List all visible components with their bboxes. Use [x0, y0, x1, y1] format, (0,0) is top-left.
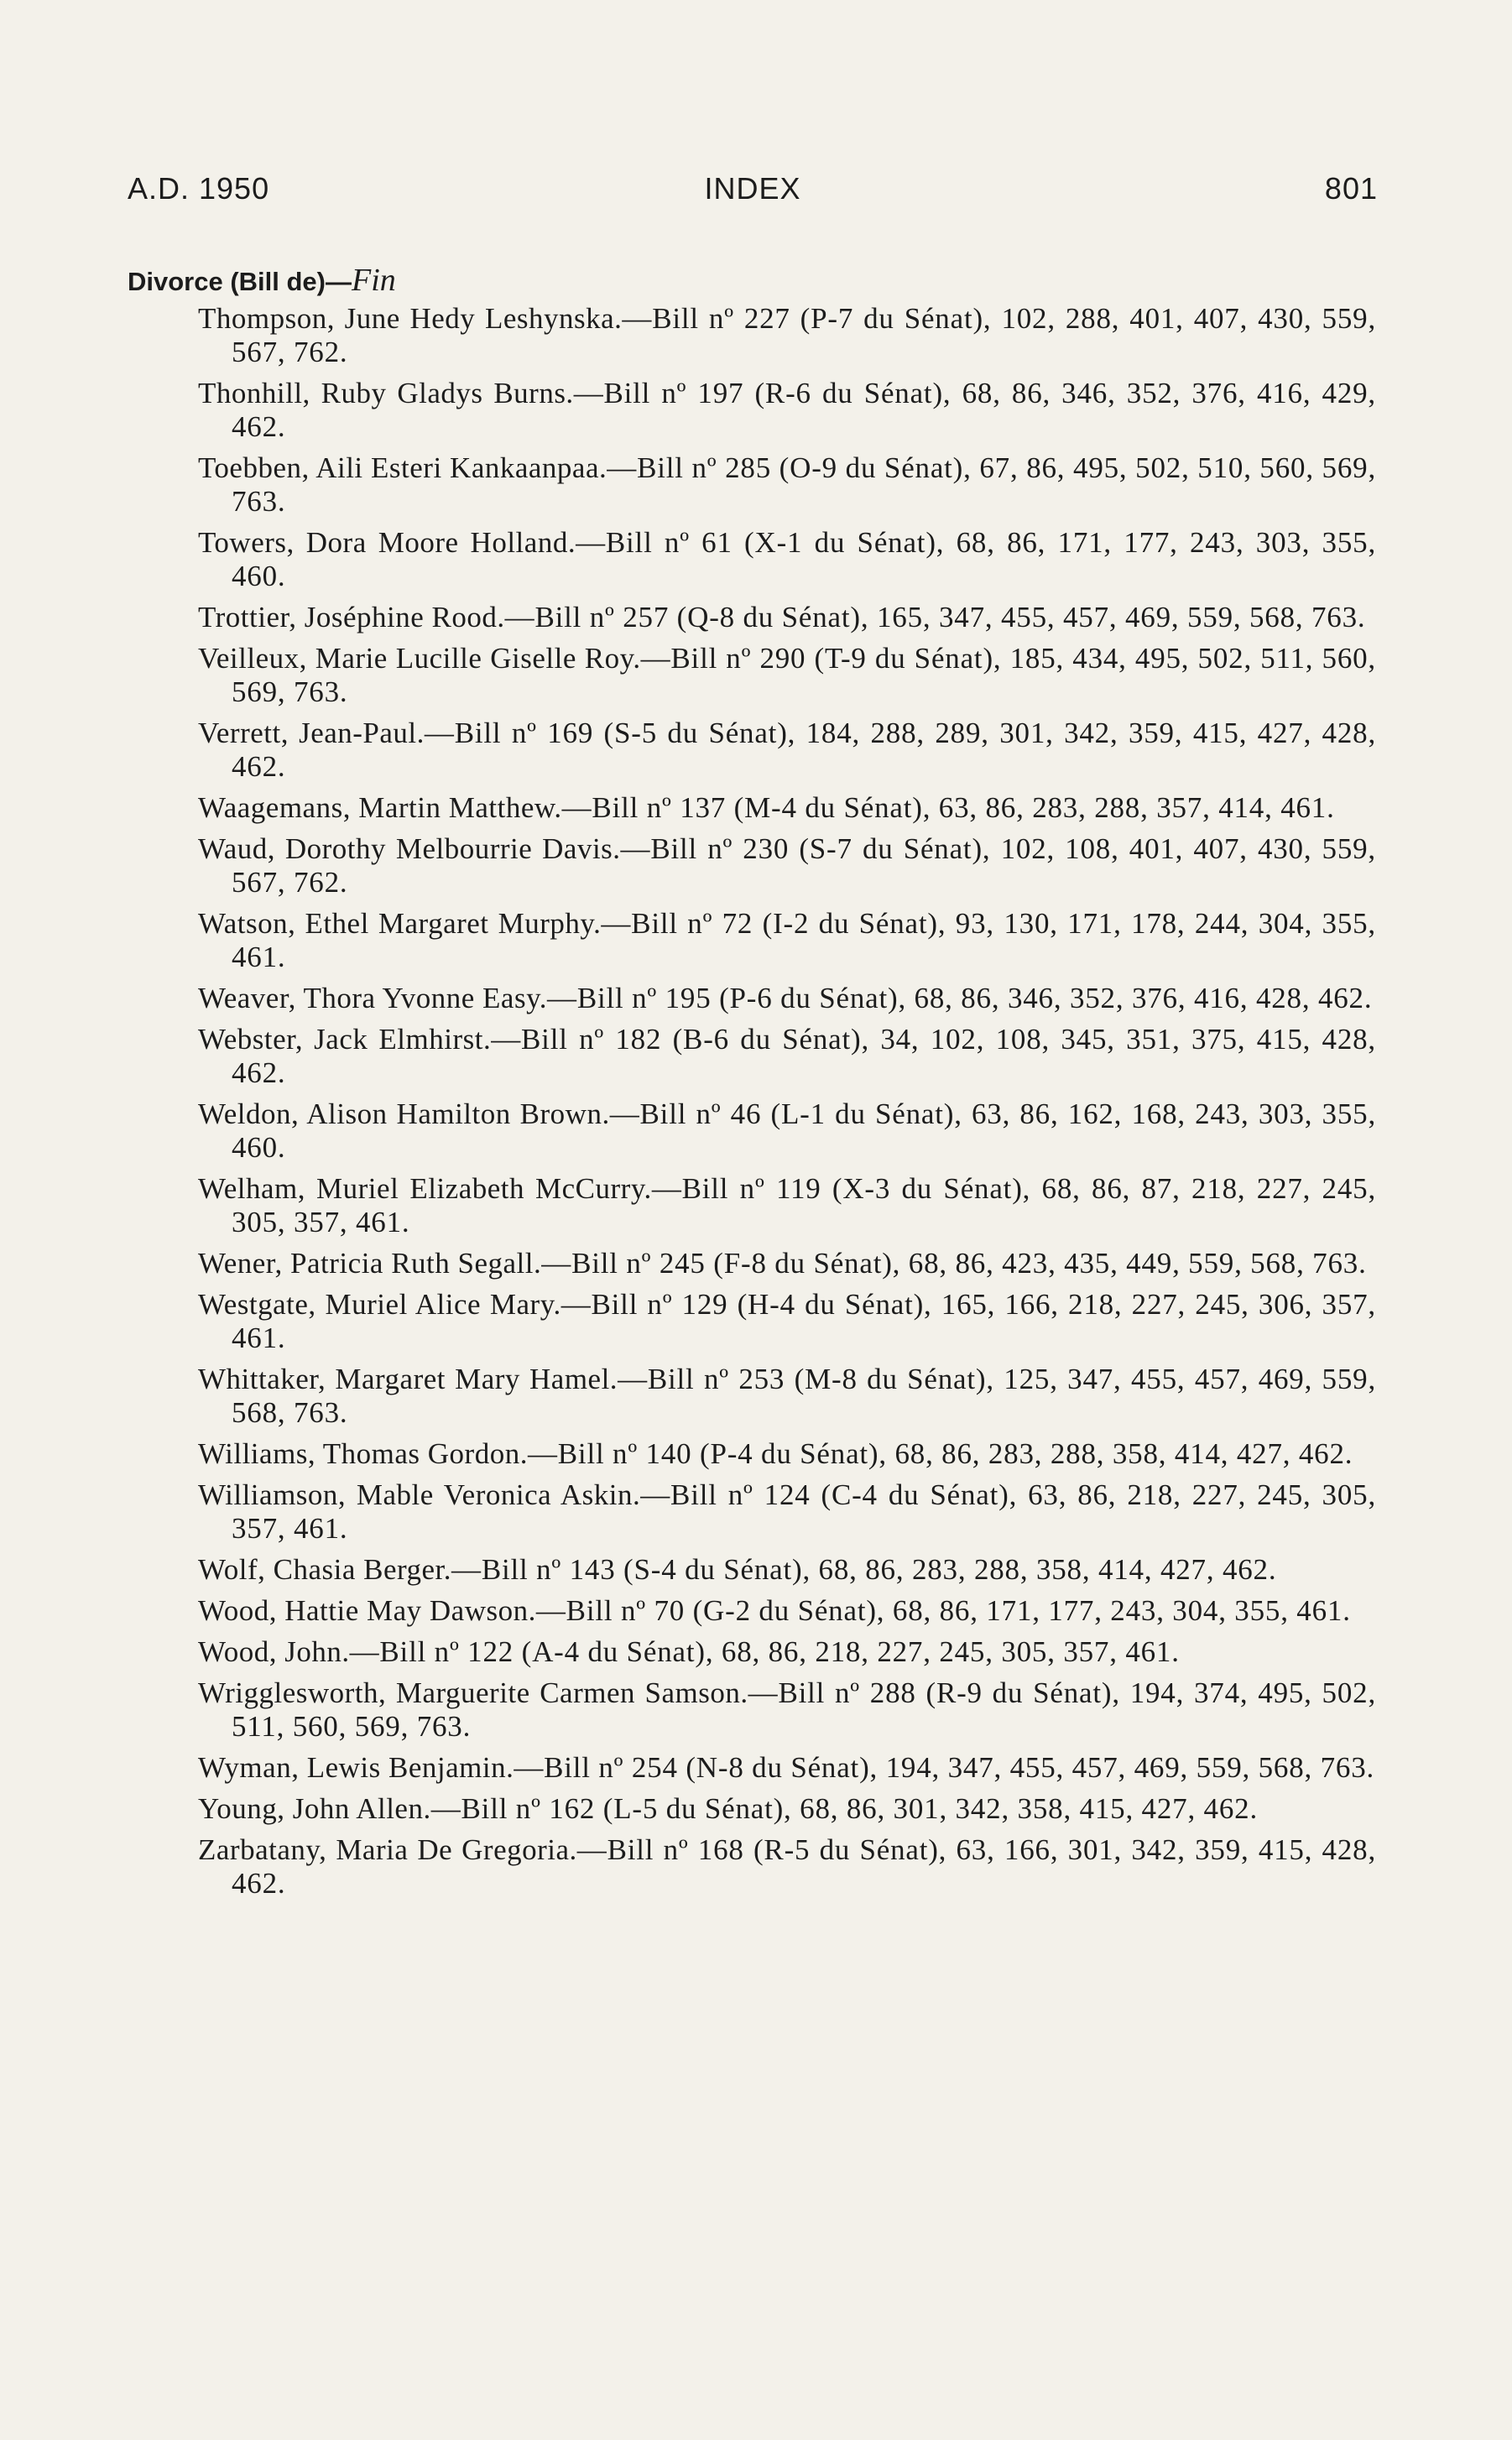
header-year: A.D. 1950	[128, 171, 270, 206]
entry-name: Thonhill, Ruby Gladys Burns.	[198, 377, 574, 409]
index-entry	[198, 1247, 1376, 1280]
entry-name: Webster, Jack Elmhirst.	[198, 1023, 492, 1056]
entry-reference: —Bill nº 182 (B-6 du Sénat), 34, 102, 108, 345, 351, 375, 415, 428, 462.	[232, 1023, 1376, 1089]
entry-name: Waud, Dorothy Melbourrie Davis.	[198, 832, 621, 865]
entry-reference: —Bill nº 245 (F-8 du Sénat), 68, 86, 423, 435, 449, 559, 568, 763.	[541, 1247, 1367, 1280]
index-entry	[198, 1288, 1376, 1355]
entry-reference: —Bill nº 143 (S-4 du Sénat), 68, 86, 283, 288, 358, 414, 427, 462.	[451, 1553, 1277, 1586]
index-entry	[198, 601, 1376, 634]
entry-reference: —Bill nº 46 (L-1 du Sénat), 63, 86, 162, 168, 243, 303, 355, 460.	[232, 1097, 1376, 1164]
index-entries	[198, 302, 1376, 1908]
entry-reference: —Bill nº 72 (I-2 du Sénat), 93, 130, 171, 178, 244, 304, 355, 461.	[232, 907, 1376, 973]
section-heading	[128, 262, 396, 299]
entry-reference: —Bill nº 195 (P-6 du Sénat), 68, 86, 346, 352, 376, 416, 428, 462.	[547, 982, 1373, 1014]
entry-reference: —Bill nº 169 (S-5 du Sénat), 184, 288, 289, 301, 342, 359, 415, 427, 428, 462.	[232, 717, 1376, 783]
index-entry	[198, 717, 1376, 784]
entry-name: Wener, Patricia Ruth Segall.	[198, 1247, 542, 1280]
entry-name: Wyman, Lewis Benjamin.	[198, 1751, 514, 1784]
entry-name: Weaver, Thora Yvonne Easy.	[198, 982, 548, 1014]
entry-name: Wood, John.	[198, 1635, 350, 1668]
entry-reference: —Bill nº 122 (A-4 du Sénat), 68, 86, 218, 227, 245, 305, 357, 461.	[349, 1635, 1180, 1668]
entry-reference: —Bill nº 137 (M-4 du Sénat), 63, 86, 283, 288, 357, 414, 461.	[561, 791, 1335, 824]
index-entry	[198, 526, 1376, 593]
entry-reference: —Bill nº 162 (L-5 du Sénat), 68, 86, 301, 342, 358, 415, 427, 462.	[430, 1792, 1259, 1825]
index-entry	[198, 1363, 1376, 1430]
entry-reference: —Bill nº 70 (G-2 du Sénat), 68, 86, 171, 177, 243, 304, 355, 461.	[535, 1594, 1351, 1627]
index-entry	[198, 1553, 1376, 1587]
section-continuation: Fin	[352, 263, 396, 298]
index-entry	[198, 791, 1376, 825]
entry-reference: —Bill nº 61 (X-1 du Sénat), 68, 86, 171, 177, 243, 303, 355, 460.	[232, 526, 1376, 592]
entry-reference: —Bill nº 119 (X-3 du Sénat), 68, 86, 87, 218, 227, 245, 305, 357, 461.	[232, 1172, 1377, 1238]
entry-name: Watson, Ethel Margaret Murphy.	[198, 907, 602, 940]
entry-reference: —Bill nº 257 (Q-8 du Sénat), 165, 347, 455, 457, 469, 559, 568, 763.	[504, 601, 1366, 633]
index-entry	[198, 1792, 1376, 1826]
entry-reference: —Bill nº 253 (M-8 du Sénat), 125, 347, 455, 457, 469, 559, 568, 763.	[232, 1363, 1376, 1429]
index-entry	[198, 1097, 1376, 1165]
index-entry	[198, 1478, 1376, 1546]
index-entry	[198, 907, 1376, 974]
entry-name: Thompson, June Hedy Leshynska.	[198, 302, 623, 335]
entry-name: Weldon, Alison Hamilton Brown.	[198, 1097, 610, 1130]
entry-name: Williamson, Mable Veronica Askin.	[198, 1478, 641, 1511]
index-entry	[198, 1676, 1376, 1744]
entry-name: Trottier, Joséphine Rood.	[198, 601, 505, 633]
entry-name: Verrett, Jean-Paul.	[198, 717, 425, 749]
entry-reference: —Bill nº 129 (H-4 du Sénat), 165, 166, 218, 227, 245, 306, 357, 461.	[232, 1288, 1376, 1354]
entry-reference: —Bill nº 140 (P-4 du Sénat), 68, 86, 283, 288, 358, 414, 427, 462.	[527, 1437, 1353, 1470]
section-title: Divorce (Bill de)—	[128, 267, 352, 296]
entry-name: Wood, Hattie May Dawson.	[198, 1594, 536, 1627]
running-head	[128, 171, 1378, 213]
entry-name: Wolf, Chasia Berger.	[198, 1553, 452, 1586]
index-entry	[198, 1437, 1376, 1471]
entry-reference: —Bill nº 290 (T-9 du Sénat), 185, 434, 495, 502, 511, 560, 569, 763.	[232, 642, 1376, 708]
index-entry	[198, 377, 1376, 444]
entry-name: Whittaker, Margaret Mary Hamel.	[198, 1363, 618, 1395]
index-entry	[198, 451, 1376, 519]
entry-reference: —Bill nº 227 (P-7 du Sénat), 102, 288, 401, 407, 430, 559, 567, 762.	[232, 302, 1376, 368]
index-entry	[198, 1594, 1376, 1628]
entry-name: Waagemans, Martin Matthew.	[198, 791, 562, 824]
entry-reference: —Bill nº 285 (O-9 du Sénat), 67, 86, 495, 502, 510, 560, 569, 763.	[232, 451, 1377, 518]
entry-name: Williams, Thomas Gordon.	[198, 1437, 528, 1470]
entry-name: Welham, Muriel Elizabeth McCurry.	[198, 1172, 652, 1205]
header-title: INDEX	[704, 171, 801, 206]
entry-reference: —Bill nº 230 (S-7 du Sénat), 102, 108, 401, 407, 430, 559, 567, 762.	[232, 832, 1376, 899]
index-entry	[198, 1172, 1376, 1239]
entry-reference: —Bill nº 288 (R-9 du Sénat), 194, 374, 495, 502, 511, 560, 569, 763.	[232, 1676, 1376, 1743]
entry-reference: —Bill nº 254 (N-8 du Sénat), 194, 347, 455, 457, 469, 559, 568, 763.	[514, 1751, 1375, 1784]
entry-reference: —Bill nº 168 (R-5 du Sénat), 63, 166, 301, 342, 359, 415, 428, 462.	[232, 1833, 1376, 1900]
index-entry	[198, 1833, 1376, 1900]
index-entry	[198, 302, 1376, 369]
index-entry	[198, 832, 1376, 899]
index-entry	[198, 1635, 1376, 1669]
index-entry	[198, 982, 1376, 1015]
entry-name: Zarbatany, Maria De Gregoria.	[198, 1833, 577, 1866]
page-number: 801	[1324, 171, 1378, 206]
entry-name: Wrigglesworth, Marguerite Carmen Samson.	[198, 1676, 748, 1709]
entry-name: Towers, Dora Moore Holland.	[198, 526, 576, 559]
entry-reference: —Bill nº 197 (R-6 du Sénat), 68, 86, 346, 352, 376, 416, 429, 462.	[232, 377, 1376, 443]
index-entry	[198, 1751, 1376, 1785]
entry-name: Young, John Allen.	[198, 1792, 431, 1825]
entry-name: Toebben, Aili Esteri Kankaanpaa.	[198, 451, 607, 484]
entry-name: Veilleux, Marie Lucille Giselle Roy.	[198, 642, 641, 675]
entry-name: Westgate, Muriel Alice Mary.	[198, 1288, 561, 1321]
index-entry	[198, 1023, 1376, 1090]
index-entry	[198, 642, 1376, 709]
entry-reference: —Bill nº 124 (C-4 du Sénat), 63, 86, 218, 227, 245, 305, 357, 461.	[232, 1478, 1376, 1545]
